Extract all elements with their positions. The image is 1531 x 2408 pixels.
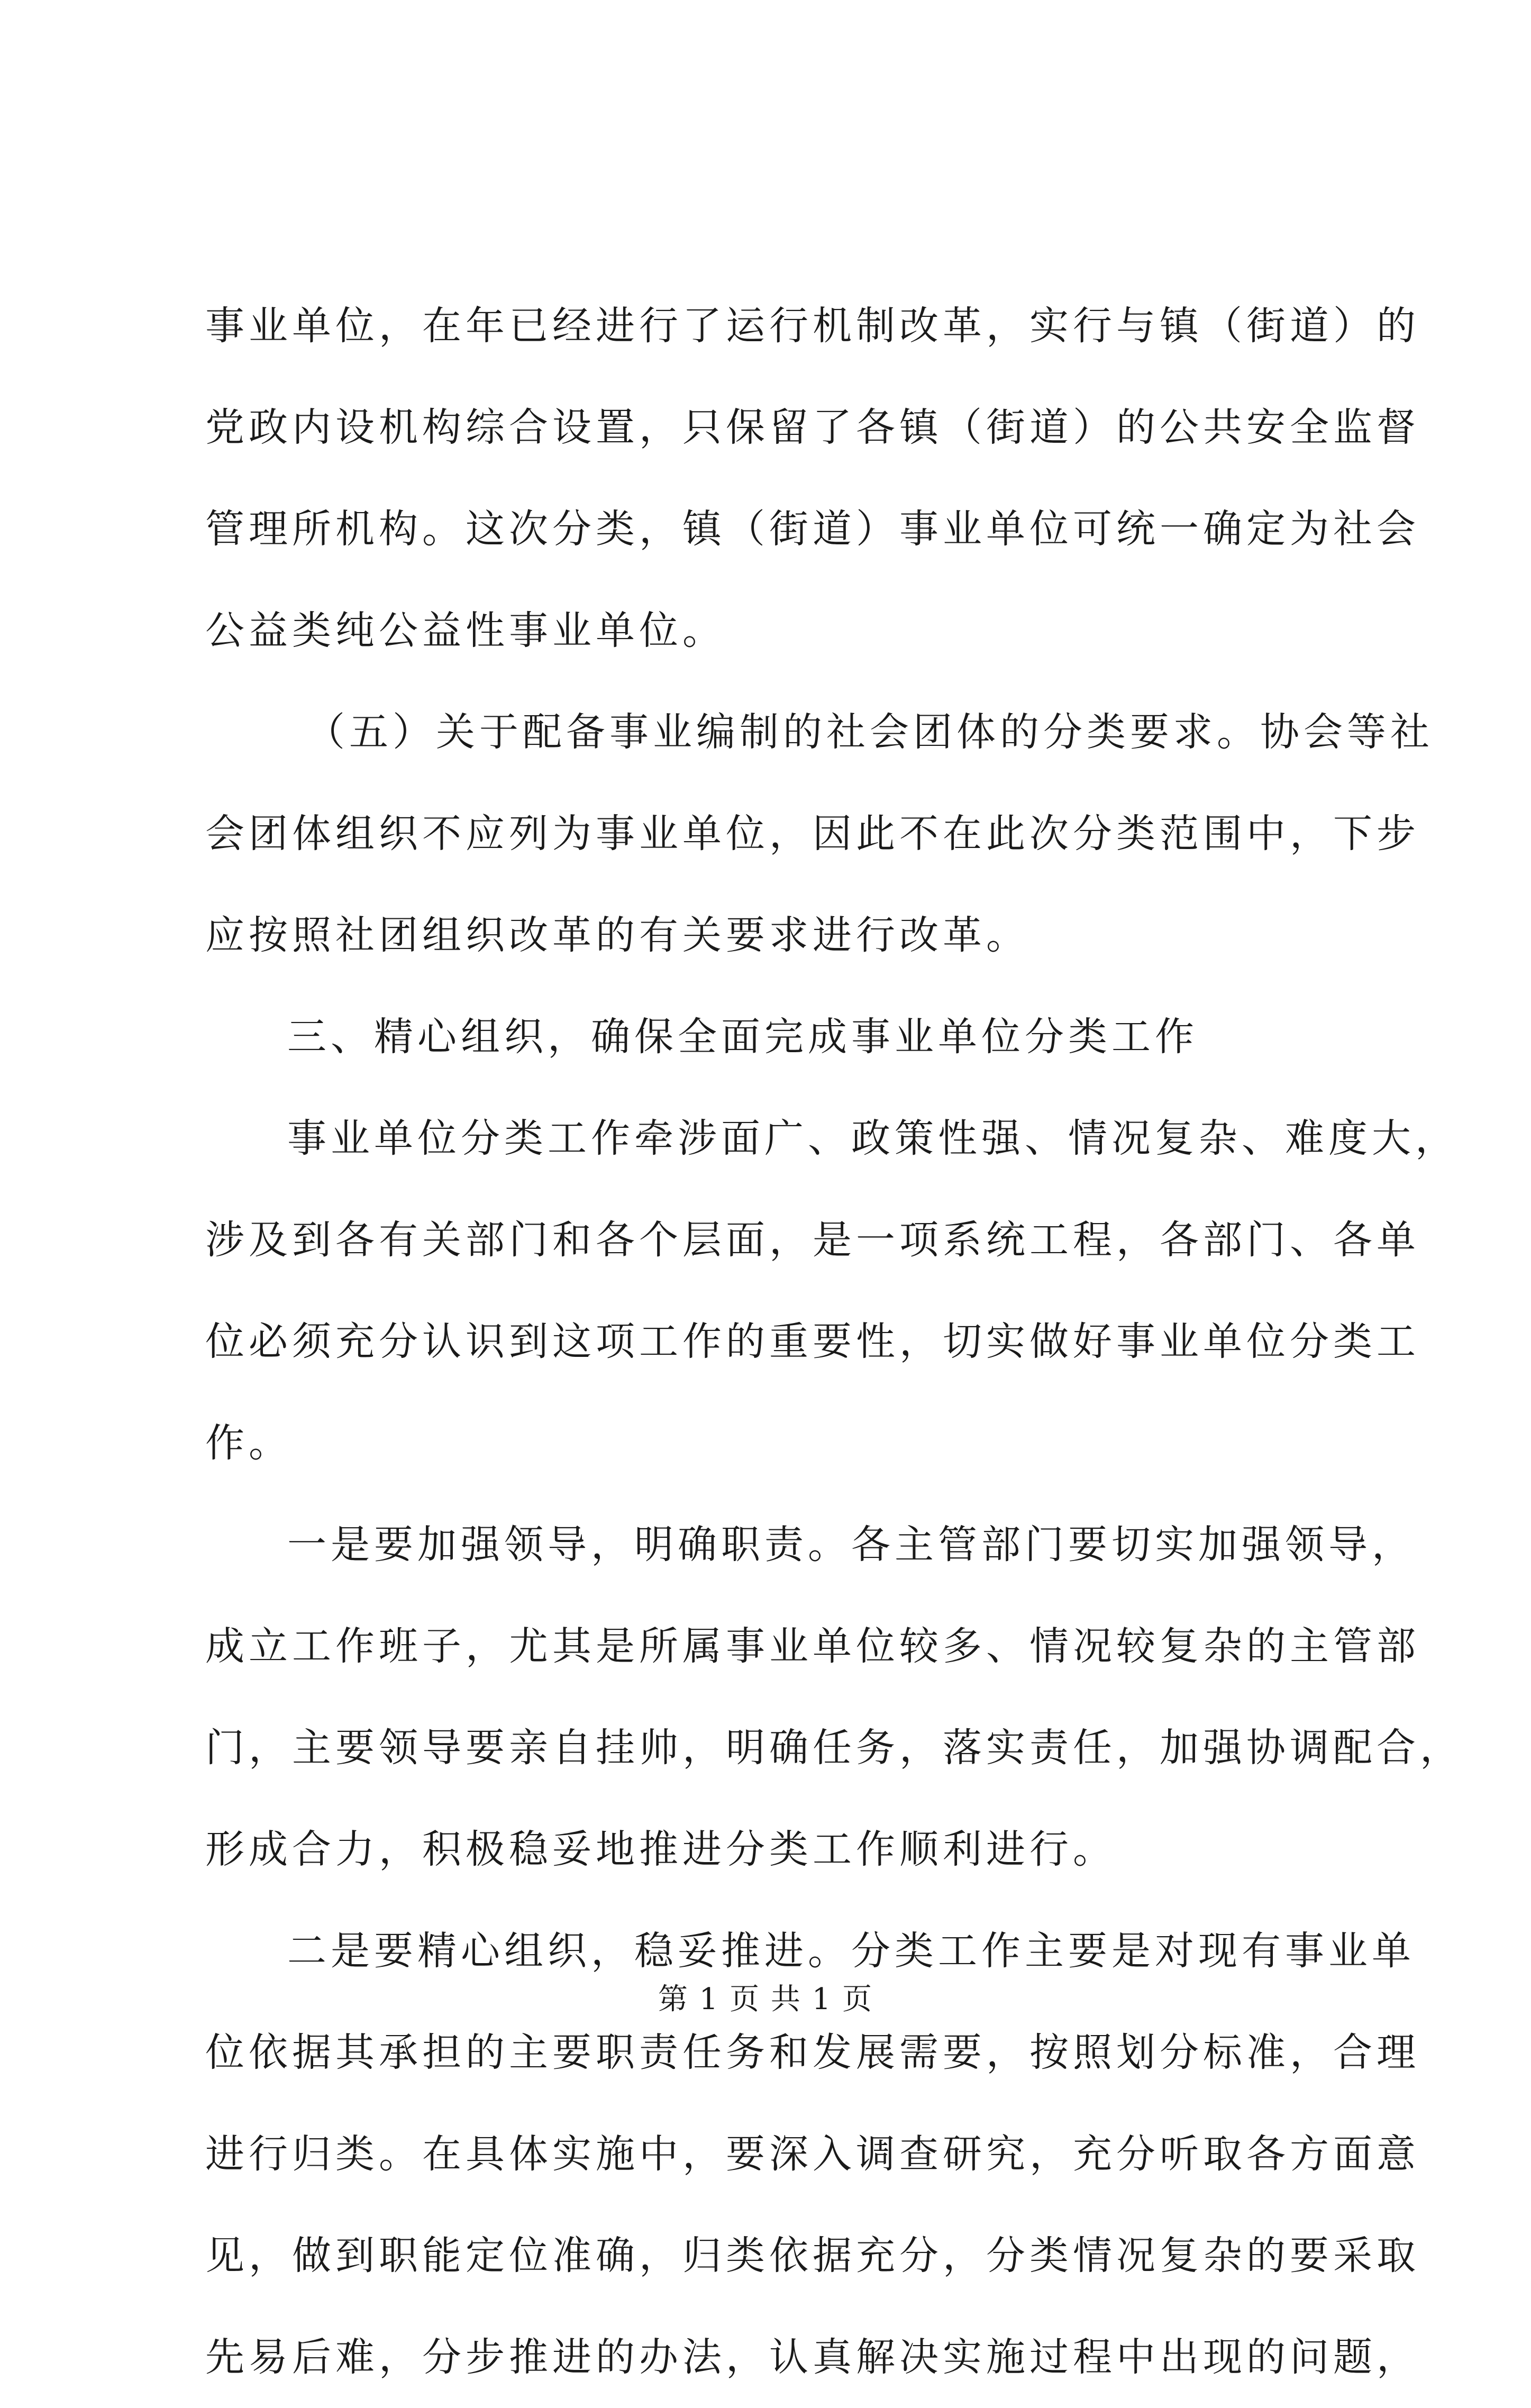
paragraph-6-line-2: 位依据其承担的主要职责任务和发展需要，按照划分标准，合理 bbox=[205, 2030, 1420, 2075]
paragraph-4-line-1: 事业单位分类工作牵涉面广、政策性强、情况复杂、难度大， bbox=[287, 1116, 1459, 1161]
paragraph-5-line-4: 形成合力，积极稳妥地推进分类工作顺利进行。 bbox=[205, 1827, 1116, 1872]
paragraph-4-line-4: 作。 bbox=[205, 1420, 292, 1466]
paragraph-4-line-3: 位必须充分认识到这项工作的重要性，切实做好事业单位分类工 bbox=[205, 1319, 1420, 1364]
paragraph-2-line-2: 会团体组织不应列为事业单位，因此不在此次分类范围中，下步 bbox=[205, 811, 1420, 856]
paragraph-1-line-1: 事业单位，在年已经进行了运行机制改革，实行与镇（街道）的 bbox=[205, 303, 1420, 349]
paragraph-2-line-3: 应按照社团组织改革的有关要求进行改革。 bbox=[205, 913, 1029, 958]
paragraph-5-line-1: 一是要加强领导，明确职责。各主管部门要切实加强领导， bbox=[287, 1522, 1415, 1567]
paragraph-1-line-3: 管理所机构。这次分类，镇（街道）事业单位可统一确定为社会 bbox=[205, 506, 1420, 552]
paragraph-4-line-2: 涉及到各有关部门和各个层面，是一项系统工程，各部门、各单 bbox=[205, 1217, 1420, 1263]
paragraph-1-line-4: 公益类纯公益性事业单位。 bbox=[205, 608, 726, 653]
body-text bbox=[205, 275, 1463, 2408]
paragraph-6-line-4: 见，做到职能定位准确，归类依据充分，分类情况复杂的要采取 bbox=[205, 2233, 1420, 2278]
paragraph-1-line-2: 党政内设机构综合设置，只保留了各镇（街道）的公共安全监督 bbox=[205, 405, 1420, 450]
section-heading: 三、精心组织，确保全面完成事业单位分类工作 bbox=[287, 1014, 1198, 1060]
page-footer: 第 1 页 共 1 页 bbox=[658, 1982, 873, 2017]
paragraph-5-line-3: 门，主要领导要亲自挂帅，明确任务，落实责任，加强协调配合， bbox=[205, 1725, 1463, 1771]
paragraph-2-line-1: （五）关于配备事业编制的社会团体的分类要求。协会等社 bbox=[306, 709, 1434, 755]
paragraph-6-line-5: 先易后难，分步推进的办法，认真解决实施过程中出现的问题， bbox=[205, 2334, 1420, 2380]
paragraph-5-line-2: 成立工作班子，尤其是所属事业单位较多、情况较复杂的主管部 bbox=[205, 1623, 1420, 1669]
paragraph-6-line-1: 二是要精心组织，稳妥推进。分类工作主要是对现有事业单 bbox=[287, 1928, 1415, 1974]
paragraph-6-line-3: 进行归类。在具体实施中，要深入调查研究，充分听取各方面意 bbox=[205, 2131, 1420, 2177]
